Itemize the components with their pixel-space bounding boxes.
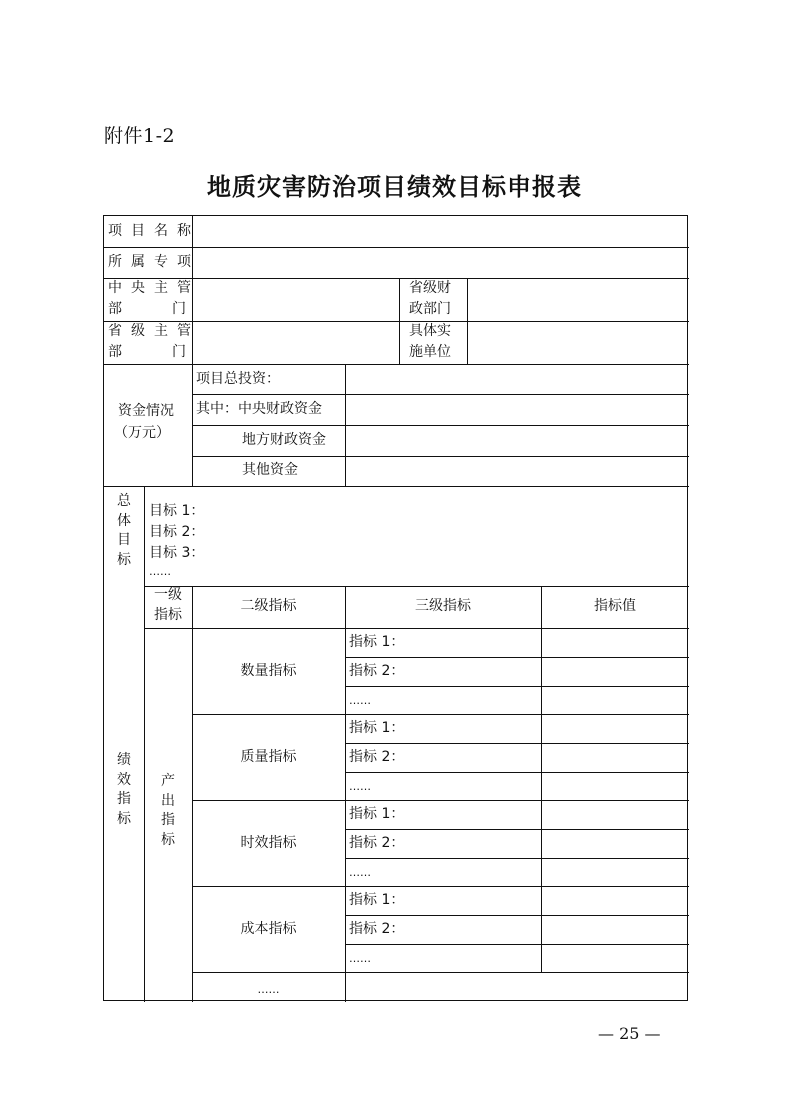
performance-label: 绩效指标 xyxy=(117,752,131,827)
indicator-item: 指标 2： xyxy=(349,749,405,765)
col-level2: 二级指标 xyxy=(240,598,297,614)
prov-finance-label-line1: 省级财 xyxy=(409,280,451,296)
impl-unit-label-line2: 施单位 xyxy=(409,344,451,360)
indicator-item: 指标 1： xyxy=(349,634,405,650)
group-cost-label: 成本指标 xyxy=(240,921,297,937)
col-level1-a: 一级 xyxy=(154,587,182,603)
col-level1-b: 指标 xyxy=(154,607,182,623)
indicator-item-more: …… xyxy=(349,952,371,965)
central-dept-label-line1: 中央主管 xyxy=(108,280,200,296)
project-name-field[interactable] xyxy=(193,216,689,247)
indicator-value-field[interactable] xyxy=(542,715,689,743)
central-dept-label-line2b: 门 xyxy=(172,301,186,317)
central-dept-field[interactable] xyxy=(193,279,399,321)
indicator-value-field[interactable] xyxy=(542,945,689,972)
prov-finance-field[interactable] xyxy=(468,279,689,321)
funds-other-field[interactable] xyxy=(346,457,689,486)
indicator-value-field[interactable] xyxy=(542,916,689,944)
indicator-value-field[interactable] xyxy=(542,744,689,772)
indicator-value-field[interactable] xyxy=(542,830,689,858)
col-level3: 三级指标 xyxy=(415,598,471,614)
more-groups-placeholder: …… xyxy=(257,983,280,996)
indicator-value-field[interactable] xyxy=(542,687,689,714)
funds-unit: （万元） xyxy=(114,425,170,441)
goal-line-3: 目标 3： xyxy=(149,545,205,561)
indicator-item: 指标 2： xyxy=(349,835,405,851)
page-number: — 25 — xyxy=(598,1024,661,1043)
performance-goal-form xyxy=(103,215,688,1001)
more-value-field[interactable] xyxy=(542,973,689,1001)
funds-local-label: 地方财政资金 xyxy=(242,432,326,448)
indicator-item: 指标 1： xyxy=(349,720,405,736)
indicator-value-field[interactable] xyxy=(542,773,689,800)
funds-central-field[interactable] xyxy=(346,395,689,425)
special-project-label: 所属专项 xyxy=(108,254,200,270)
col-value: 指标值 xyxy=(594,598,636,614)
indicator-value-field[interactable] xyxy=(542,629,689,657)
output-indicator-label: 产出指标 xyxy=(161,773,175,848)
indicator-item: 指标 1： xyxy=(349,806,405,822)
indicator-item-more: …… xyxy=(349,694,371,707)
indicator-item: 指标 2： xyxy=(349,921,405,937)
prov-dept-label-line2a: 部 xyxy=(108,344,122,360)
goal-line-more: …… xyxy=(149,565,171,578)
attachment-label: 附件1-2 xyxy=(104,125,176,147)
funds-other-label: 其他资金 xyxy=(242,462,298,478)
overall-goal-field[interactable] xyxy=(145,487,689,586)
funds-local-field[interactable] xyxy=(346,426,689,456)
indicator-item-more: …… xyxy=(349,780,371,793)
indicator-value-field[interactable] xyxy=(542,658,689,686)
funds-central-label: 其中：中央财政资金 xyxy=(196,401,322,417)
impl-unit-label-line1: 具体实 xyxy=(409,323,451,339)
overall-goal-label: 总体目标 xyxy=(117,493,131,568)
impl-unit-field[interactable] xyxy=(468,322,689,364)
indicator-item: 指标 2： xyxy=(349,663,405,679)
group-quantity-label: 数量指标 xyxy=(240,663,297,679)
indicator-value-field[interactable] xyxy=(542,887,689,915)
project-name-label: 项目名称 xyxy=(108,223,200,239)
prov-finance-label-line2: 政部门 xyxy=(409,301,451,317)
special-project-field[interactable] xyxy=(193,248,689,278)
indicator-value-field[interactable] xyxy=(542,801,689,829)
page-title: 地质灾害防治项目绩效目标申报表 xyxy=(207,172,582,201)
central-dept-label-line2a: 部 xyxy=(108,301,122,317)
funds-label: 资金情况 xyxy=(118,403,174,419)
more-level3-field[interactable] xyxy=(346,973,541,1001)
group-quality-label: 质量指标 xyxy=(240,749,297,765)
indicator-item-more: …… xyxy=(349,866,371,879)
indicator-value-field[interactable] xyxy=(542,859,689,886)
goal-line-1: 目标 1： xyxy=(149,503,205,519)
group-timeliness-label: 时效指标 xyxy=(240,835,297,851)
prov-dept-label-line2b: 门 xyxy=(172,344,186,360)
funds-total-label: 项目总投资： xyxy=(196,371,280,387)
funds-total-field[interactable] xyxy=(346,365,689,394)
prov-dept-field[interactable] xyxy=(193,322,399,364)
indicator-item: 指标 1： xyxy=(349,892,405,908)
prov-dept-label-line1: 省级主管 xyxy=(108,323,200,339)
goal-line-2: 目标 2： xyxy=(149,524,205,540)
